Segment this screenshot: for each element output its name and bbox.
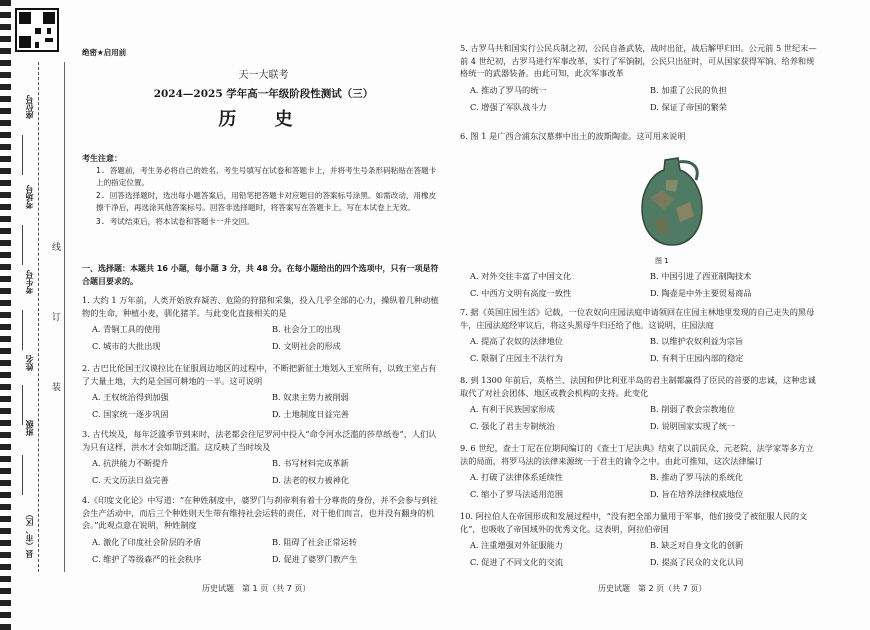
option-c: C. 强化了君主专制统治 — [470, 421, 555, 432]
field-line — [22, 455, 24, 495]
option-d: D. 土地制度日益完善 — [272, 409, 349, 420]
option-a: A. 推动了罗马的统一 — [470, 85, 547, 96]
binding-strip — [0, 0, 70, 630]
question-6 — [460, 130, 820, 143]
page-footer: 历史试题 第 1 页（共 7 页） — [202, 584, 311, 593]
section-title: 一、选择题：本题共 16 小题，每小题 3 分，共 48 分。在每小题给出的四个选项中，只有一项是符合题目要求的。 — [82, 264, 439, 287]
option-d: D. 促进了婆罗门教产生 — [272, 553, 358, 564]
option-c: C. 缩小了罗马法适用范围 — [470, 489, 564, 500]
notes-list — [96, 165, 441, 229]
field-class: 班级 — [25, 420, 34, 436]
question-stem: 10. 阿拉伯人在帝国形成和发展过程中，“没有把全部力量用于军事，他们接受了被征服人民的文化”，也吸收了帝国域外的优秀文化。这表明，阿拉伯帝国 — [460, 511, 808, 534]
option-c: C. 促进了不同文化的交流 — [470, 557, 564, 568]
option-b: B. 削弱了教会宗教地位 — [650, 404, 735, 415]
option-c: C. 维护了等级森严的社会秩序 — [92, 553, 202, 564]
secret-label: 绝密★启用前 — [82, 48, 127, 57]
registration-marks — [0, 0, 11, 630]
qr-code-icon — [15, 8, 59, 52]
question-4 — [82, 494, 442, 566]
option-a: A. 有利于民族国家形成 — [470, 404, 555, 415]
option-d: D. 法老的权力被神化 — [272, 475, 349, 486]
question-1 — [82, 294, 442, 353]
field-line — [22, 310, 24, 350]
field-room-number: 考场号 — [25, 185, 34, 209]
notes-title: 考生注意： — [82, 154, 122, 163]
field-line — [22, 225, 24, 265]
seal-mark: 装 — [52, 383, 62, 393]
note-item: 1. 答题前，考生务必将自己的姓名、考生号填写在试卷和答题卡上，并将考生号条形码粘贴在答题卡上的指定位置。 — [96, 166, 437, 188]
field-seat-number: 座位号 — [25, 95, 34, 119]
option-b: B. 社会分工的出现 — [272, 324, 341, 335]
option-b: B. 奴隶主势力被削弱 — [272, 392, 349, 403]
question-stem: 5. 古罗马共和国实行公民兵制之初，公民自备武装，战时出征，战后解甲归田。公元前 5 世纪末—前 4 世纪初，古罗马进行军事改革，实行了军饷制，公民只出征时，可从国家获得军饷、给养和规格统一的武器装备。由此可知，此次军事改革 — [460, 43, 817, 79]
option-c: C. 中西方文明有高度一致性 — [470, 287, 572, 298]
option-b: B. 中国引进了西亚制陶技术 — [650, 271, 752, 281]
note-item: 3. 考试结束后，将本试卷和答题卡一并交回。 — [96, 216, 254, 226]
option-b: B. 以维护农奴利益为宗旨 — [650, 336, 744, 347]
field-student-number: 考生号 — [25, 270, 34, 294]
question-stem: 7. 据《英国庄园生活》记载，一位农奴向庄园法庭申请领回在庄园主林地里发现的自己走失的黑母牛，庄园法庭经审议后，将这头黑母牛归还给了他。这说明，庄园法庭 — [460, 307, 815, 330]
field-name: 姓名 — [25, 355, 34, 371]
figure-caption: 图 1 — [655, 257, 669, 265]
question-5 — [460, 42, 820, 114]
question-7 — [460, 306, 820, 365]
question-stem: 2. 古巴比伦国王汉谟拉比在征服周边地区的过程中，不断把新征土地划入王室所有，以致王室占有了大量土地，大约是全国可耕地的一半。这可说明 — [82, 363, 437, 386]
seal-mark: 订 — [52, 313, 62, 323]
question-stem: 6. 图 1 是广西合浦东汉墓葬中出土的波斯陶壶。这可用来说明 — [460, 131, 686, 141]
cut-line — [38, 62, 39, 572]
option-c: C. 限制了庄园主不法行为 — [470, 353, 564, 364]
option-d: D. 说明国家实现了统一 — [650, 421, 736, 432]
option-d: D. 保证了帝国的繁荣 — [650, 101, 727, 112]
seal-mark: 线 — [52, 243, 62, 253]
question-6-options — [460, 270, 820, 299]
option-d: D. 陶壶是中外主要贸易商品 — [650, 287, 752, 298]
question-stem: 9. 6 世纪，查士丁尼在位期间编订的《查士丁尼法典》结束了以前民众、元老院、法学家等多方立法的局面，将罗马法的法律来源统一于君主的谕令之中。由此可推知，这次法律编订 — [460, 443, 814, 466]
field-line — [22, 135, 24, 175]
exam-name: 天一大联考 — [238, 70, 289, 81]
option-c: C. 国家统一逐步巩固 — [92, 409, 169, 420]
question-10 — [460, 510, 820, 569]
page-1-column — [82, 0, 445, 630]
option-b: B. 推动了罗马法的系统化 — [650, 472, 744, 483]
option-d: D. 文明社会的形成 — [272, 341, 341, 352]
question-stem: 1. 大约 1 万年前，人类开始放弃凝苦、危险的狩猎和采集，投入几乎全部的心力，操纵着几种动植物的生命，种植小麦，驯化猪羊。与此变化直接相关的是 — [82, 295, 439, 318]
field-line — [22, 385, 24, 425]
option-a: A. 王权统治得到加强 — [92, 392, 169, 403]
page-footer: 历史试题 第 2 页（共 7 页） — [598, 584, 707, 593]
question-3 — [82, 428, 442, 487]
subject-title: 历 史 — [218, 109, 309, 130]
option-a: A. 提高了农奴的法律地位 — [470, 336, 563, 347]
option-d: D. 提高了民众的文化认同 — [650, 557, 744, 568]
persian-vase-image — [620, 150, 740, 250]
question-2 — [82, 362, 442, 421]
seal-line — [64, 62, 65, 572]
option-a: A. 注重增强对外征服能力 — [470, 540, 563, 551]
option-b: B. 缺乏对自身文化的创新 — [650, 540, 744, 551]
option-a: A. 打破了法律体系延续性 — [470, 472, 563, 483]
option-c: C. 天文历法日益完善 — [92, 475, 169, 486]
question-stem: 3. 古代埃及，每年泛滥季节到来时，法老都会往尼罗河中投入“命令河水泛滥的莎草纸卷”，人们认为只有这样，洪水才会如期泛滥。这反映了当时埃及 — [82, 429, 437, 452]
page-2-column — [460, 0, 838, 630]
option-c: C. 增强了军队战斗力 — [470, 101, 547, 112]
option-b: B. 加重了公民的负担 — [650, 85, 727, 96]
question-stem: 4.《印度文化论》中写道：“在种姓制度中，婆罗门与刹帝利有着十分尊贵的身份，并不会参与到社会生产活动中，而后三个种姓则天生带有维持社会运转的责任，对于他们而言，也并没有翻身的机会。”此观点意在说明，种姓制度 — [82, 495, 438, 531]
option-a: A. 激化了印度社会阶层的矛盾 — [92, 537, 202, 548]
option-a: A. 抗洪能力不断提升 — [92, 458, 169, 469]
exam-subtitle: 2024—2025 学年高一年级阶段性测试（三） — [153, 88, 374, 100]
question-9 — [460, 442, 820, 501]
field-county: 县（市、区） — [25, 510, 34, 558]
option-b: B. 书写材料完成革新 — [272, 458, 349, 469]
option-a: A. 对外交往丰富了中国文化 — [470, 271, 572, 281]
option-d: D. 有利于庄园内部的稳定 — [650, 353, 744, 364]
option-d: D. 旨在培养法律权威地位 — [650, 489, 744, 500]
question-stem: 8. 到 1300 年前后，英格兰、法国和伊比利亚半岛的君主制都赢得了臣民的首要的忠诚，这种忠诚取代了对社会团体、地区或教会机构的支持。此变化 — [460, 375, 816, 398]
option-b: B. 阻碍了社会正常运转 — [272, 537, 357, 548]
option-a: A. 青铜工具的使用 — [92, 324, 161, 335]
question-8 — [460, 374, 820, 433]
option-c: C. 城市的大批出现 — [92, 341, 161, 352]
note-item: 2. 回答选择题时，选出每小题答案后，用铅笔把答题卡对应题目的答案标号涂黑。如需改动，用橡皮擦干净后，再选涂其他答案标号。回答非选择题时，将答案写在答题卡上。写在本试卷上无效。 — [96, 191, 437, 213]
